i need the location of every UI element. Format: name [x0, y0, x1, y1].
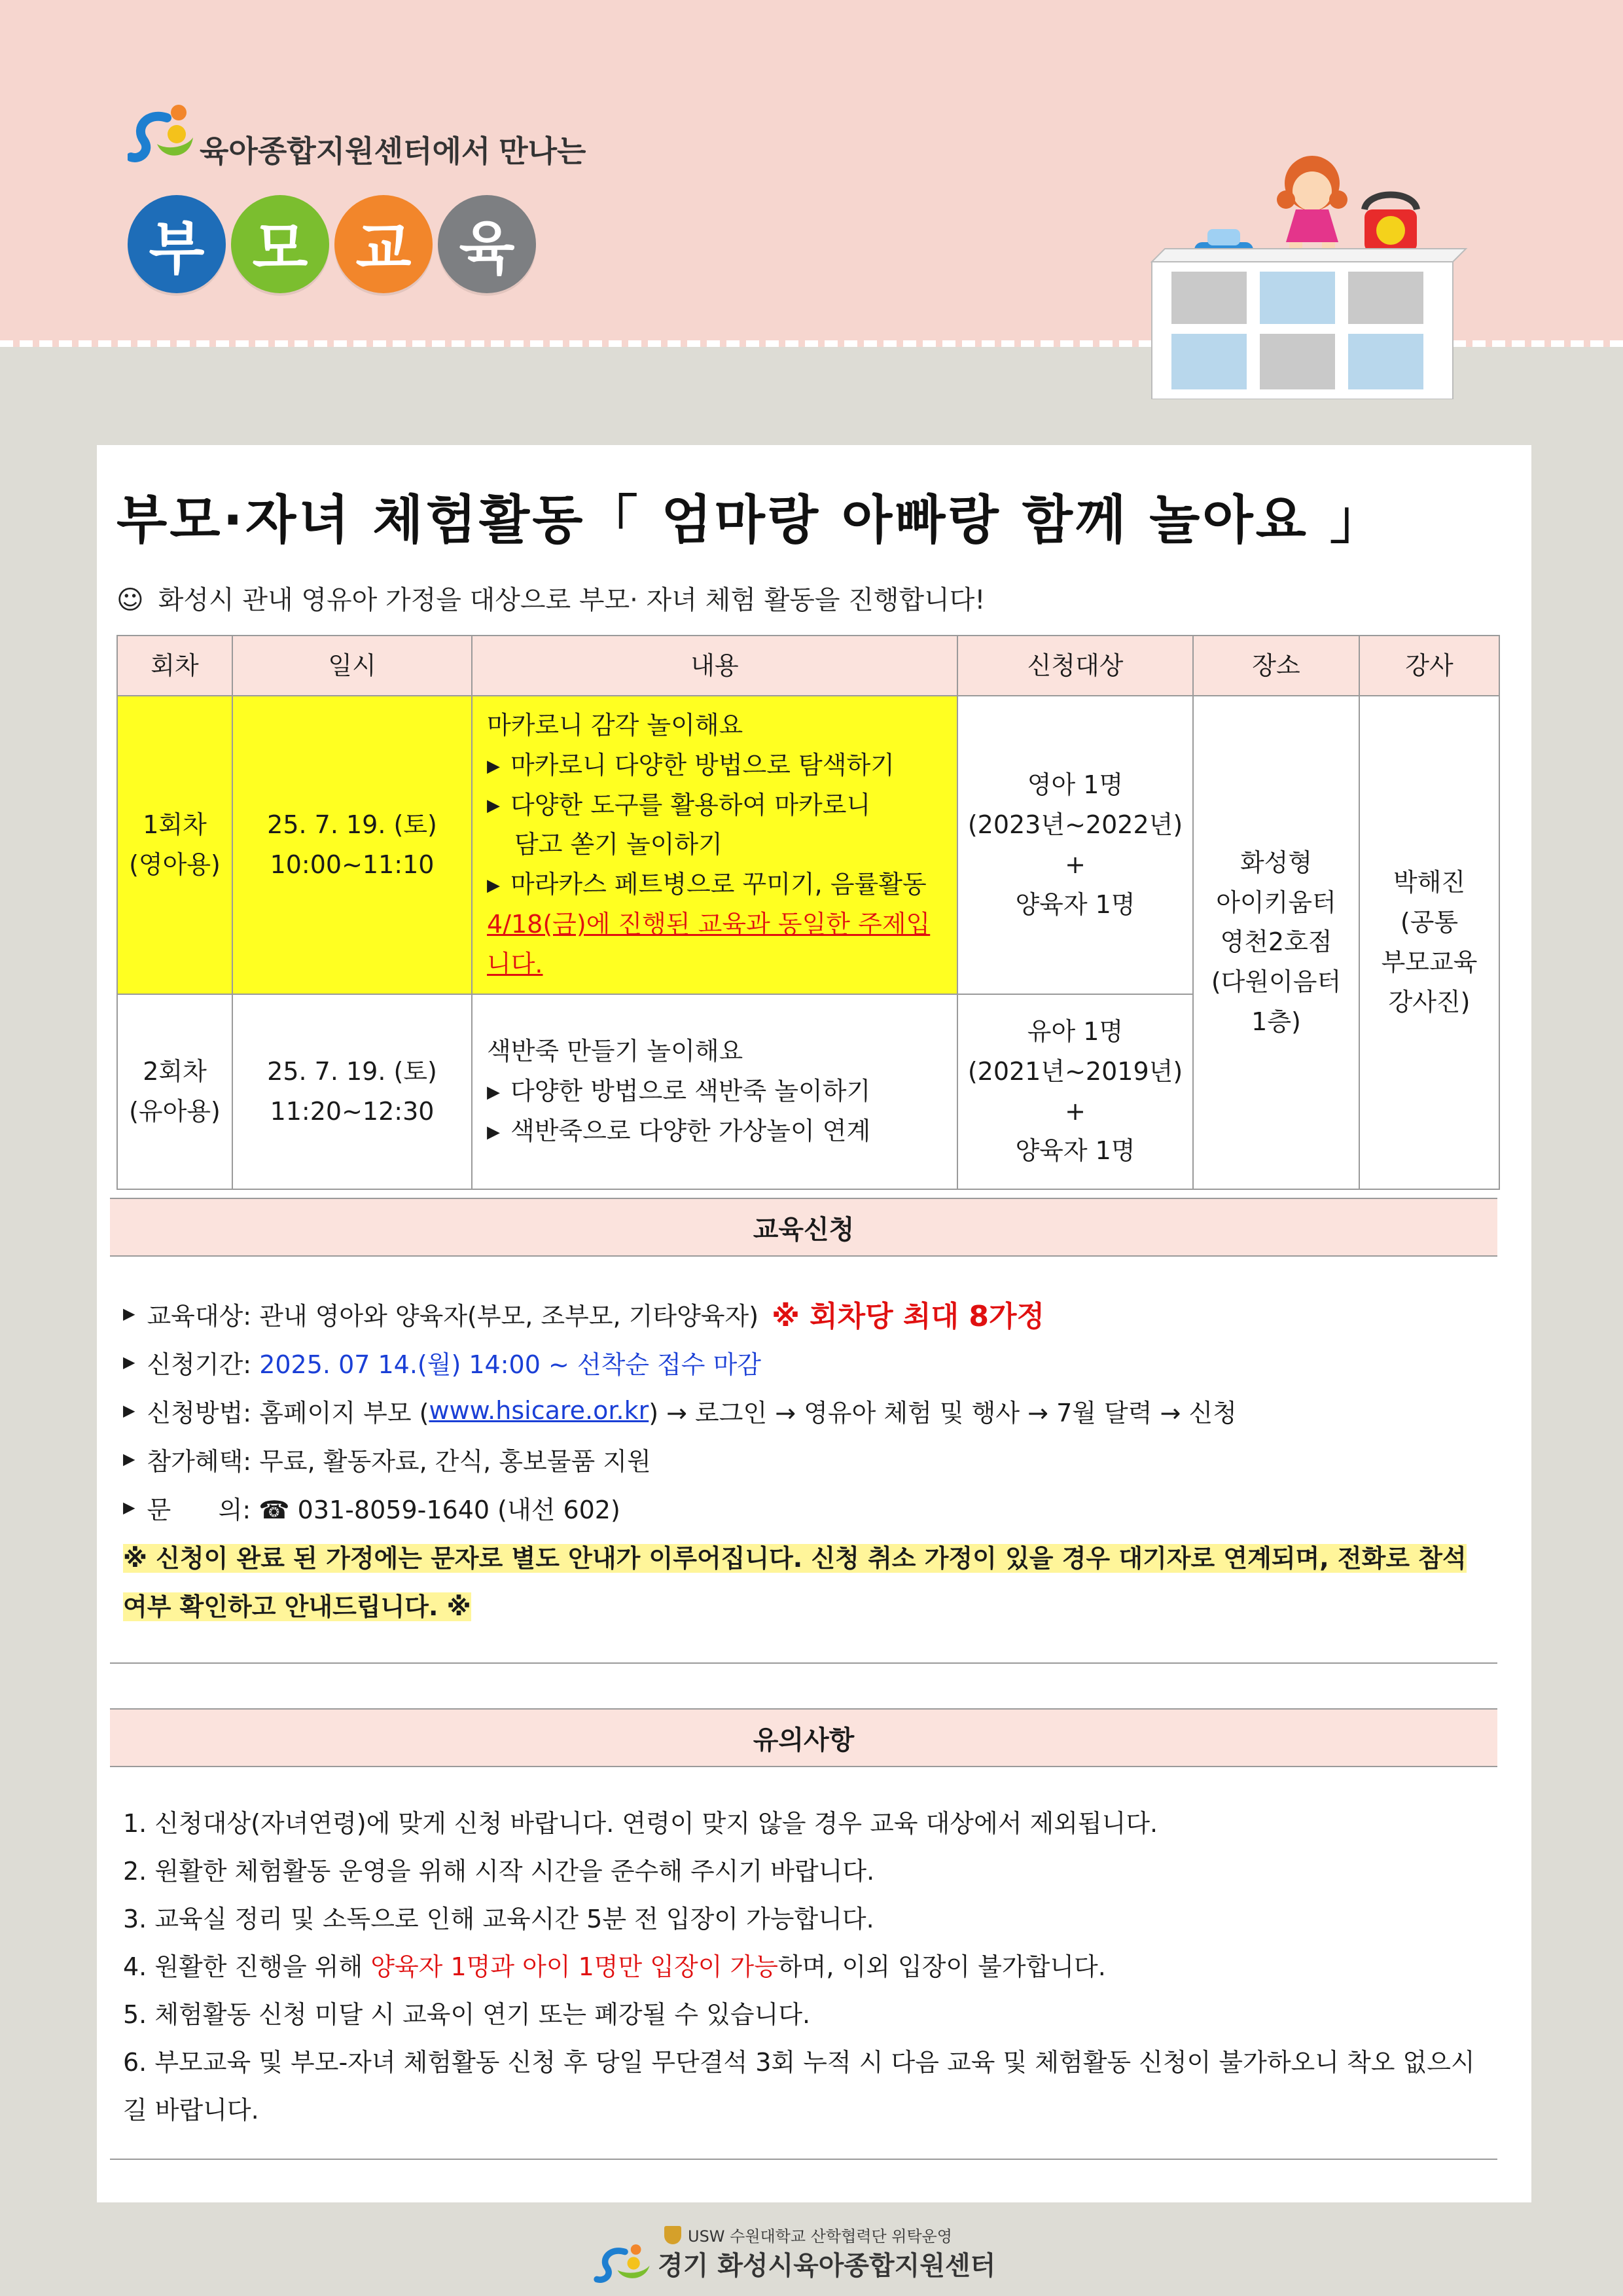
university-shield-icon	[664, 2226, 681, 2244]
application-list	[123, 1289, 1497, 1631]
target-line: +	[1065, 1096, 1086, 1126]
notice-paper	[97, 445, 1531, 2202]
header-content: 내용	[472, 636, 957, 696]
target-line: (2021년~2019년)	[967, 1056, 1183, 1086]
triangle-bullet-icon: ▶	[123, 1304, 135, 1323]
target-line: 양육자 1명	[1015, 889, 1135, 919]
table-row	[117, 696, 1499, 994]
triangle-bullet-icon: ▶	[487, 756, 500, 776]
item-label: 참가혜택:	[147, 1446, 252, 1476]
triangle-bullet-icon: ▶	[123, 1450, 135, 1468]
homepage-link[interactable]: www.hsicare.or.kr	[429, 1396, 649, 1425]
header-place: 장소	[1193, 636, 1359, 696]
time-text: 10:00~11:10	[270, 850, 435, 879]
application-heading: 교육신청	[110, 1198, 1497, 1257]
header-session: 회차	[117, 636, 232, 696]
center-logo-icon	[592, 2240, 658, 2286]
list-item	[123, 1943, 1497, 1991]
item-label: 신청방법:	[147, 1398, 252, 1427]
toy-shelf-illustration	[1139, 137, 1479, 399]
item-value: 홈페이지 부모 (	[259, 1398, 429, 1427]
target-line: 영아 1명	[1027, 770, 1124, 800]
list-item	[123, 1435, 1497, 1483]
datetime-cell	[232, 696, 472, 994]
list-item: 6. 부모교육 및 부모-자녀 체험활동 신청 후 당일 무단결석 3회 누적 시 다음 교육 및 체험활동 신청이 불가하오니 착오 없으시길 바랍니다.	[123, 2048, 1475, 2125]
content-bullet: ▶ 색반죽으로 다양한 가상놀이 연계	[487, 1116, 871, 1145]
target-line: (2023년~2022년)	[967, 810, 1183, 839]
application-notice	[123, 1534, 1497, 1631]
instructor-line: 부모교육	[1381, 947, 1478, 977]
list-item	[123, 1338, 1497, 1386]
content-bullet: ▶ 다양한 방법으로 색반죽 놀이하기	[487, 1077, 871, 1106]
session-label: 1회차	[143, 810, 207, 839]
cautions-list	[123, 1800, 1497, 2134]
item-value: 관내 영아와 양육자(부모, 조부모, 기타양육자)	[259, 1301, 759, 1331]
smiley-icon: ☺	[116, 585, 144, 615]
list-item	[123, 1483, 1497, 1532]
triangle-bullet-icon: ▶	[487, 796, 500, 816]
page-title: 부모·자녀 체험활동「 엄마랑 아빠랑 함께 놀아요 」	[116, 490, 1385, 550]
item-text: 4. 원활한 진행을 위해	[123, 1952, 371, 1981]
badge-group	[128, 195, 541, 293]
content-continuation: 담고 쏟기 놀이하기	[514, 830, 722, 859]
place-line: 화성형	[1240, 848, 1313, 877]
list-item	[123, 1289, 1497, 1338]
item-label: 교육대상:	[147, 1301, 252, 1331]
badge-2: 모	[231, 195, 329, 293]
list-item: 3. 교육실 정리 및 소독으로 인해 교육시간 5분 전 입장이 가능합니다.	[123, 1905, 874, 1933]
target-cell	[957, 696, 1193, 994]
list-item: 1. 신청대상(자녀연령)에 맞게 신청 바랍니다. 연령이 맞지 않을 경우 교육 대상에서 제외됩니다.	[123, 1809, 1158, 1838]
place-line: (다원이음터	[1211, 967, 1342, 997]
session-cell	[117, 696, 232, 994]
content-cell	[472, 994, 957, 1189]
header-instructor: 강사	[1359, 636, 1499, 696]
phone-number: ☎ 031-8059-1640 (내선 602)	[259, 1495, 620, 1524]
schedule-table	[116, 635, 1500, 1190]
item-emphasis: 양육자 1명과 아이 1명만 입장이 가능	[370, 1952, 778, 1981]
badge-1: 부	[128, 195, 226, 293]
item-value: ) → 로그인 → 영유아 체험 및 행사 → 7월 달력 → 신청	[649, 1398, 1237, 1427]
limit-note: ※ 회차당 최대 8가정	[772, 1300, 1044, 1333]
content-bullet: ▶ 마카로니 다양한 방법으로 탐색하기	[487, 750, 895, 780]
content-bullet: ▶ 다양한 도구를 활용하여 마카로니	[487, 790, 871, 819]
content-title: 색반죽 만들기 놀이해요	[487, 1037, 743, 1066]
list-item	[123, 1386, 1497, 1435]
section-divider	[110, 2159, 1497, 2160]
header-datetime: 일시	[232, 636, 472, 696]
item-value: 2025. 07 14.(월) 14:00 ~ 선착순 접수 마감	[259, 1350, 761, 1379]
session-type: (영아용)	[129, 850, 221, 879]
intro-text: 화성시 관내 영유아 가정을 대상으로 부모· 자녀 체험 활동을 진행합니다!	[158, 585, 986, 615]
list-item: 5. 체험활동 신청 미달 시 교육이 연기 또는 폐강될 수 있습니다.	[123, 2000, 811, 2029]
triangle-bullet-icon: ▶	[487, 875, 500, 895]
session-label: 2회차	[143, 1056, 207, 1086]
header-target: 신청대상	[957, 636, 1193, 696]
item-text: 하며, 이외 입장이 불가합니다.	[777, 1952, 1106, 1981]
instructor-cell	[1359, 696, 1499, 1189]
triangle-bullet-icon: ▶	[123, 1401, 135, 1420]
triangle-bullet-icon: ▶	[487, 1122, 500, 1142]
notice-text: ※ 신청이 완료 된 가정에는 문자로 별도 안내가 이루어집니다. 신청 취소 가정이 있을 경우 대기자로 연계되며, 전화로 참석 여부 확인하고 안내드립니다. ※	[123, 1544, 1467, 1621]
content-note: 4/18(금)에 진행된 교육과 동일한 주제입니다.	[487, 909, 931, 978]
place-line: 영천2호점	[1220, 927, 1332, 957]
list-item: 2. 원활한 체험활동 운영을 위해 시작 시간을 준수해 주시기 바랍니다.	[123, 1857, 875, 1886]
content-title: 마카로니 감각 놀이해요	[487, 711, 743, 740]
date-text: 25. 7. 19. (토)	[267, 810, 437, 839]
instructor-line: 강사진)	[1388, 987, 1471, 1016]
place-line: 아이키움터	[1216, 888, 1336, 917]
item-label: 신청기간:	[147, 1350, 252, 1379]
header-subtitle: 육아종합지원센터에서 만나는	[200, 134, 586, 168]
time-text: 11:20~12:30	[270, 1096, 435, 1126]
triangle-bullet-icon: ▶	[123, 1353, 135, 1371]
item-label: 문 의:	[147, 1495, 251, 1524]
place-cell	[1193, 696, 1359, 1189]
footer-operator-text: USW 수원대학교 산학협력단 위탁운영	[688, 2227, 952, 2246]
datetime-cell	[232, 994, 472, 1189]
footer-operator	[664, 2223, 952, 2246]
triangle-bullet-icon: ▶	[487, 1082, 500, 1102]
date-text: 25. 7. 19. (토)	[267, 1056, 437, 1086]
center-logo-icon	[128, 98, 200, 170]
footer-center-name: 경기 화성시육아종합지원센터	[658, 2251, 996, 2281]
item-value: 무료, 활동자료, 간식, 홍보물품 지원	[259, 1446, 651, 1476]
badge-3: 교	[334, 195, 433, 293]
place-line: 1층)	[1251, 1007, 1301, 1036]
content-cell	[472, 696, 957, 994]
intro-line	[116, 579, 985, 617]
section-divider	[110, 1662, 1497, 1664]
target-line: 유아 1명	[1027, 1016, 1124, 1046]
cautions-heading: 유의사항	[110, 1708, 1497, 1767]
target-line: 양육자 1명	[1015, 1136, 1135, 1166]
table-header-row	[117, 636, 1499, 696]
badge-4: 육	[438, 195, 536, 293]
triangle-bullet-icon: ▶	[123, 1498, 135, 1516]
target-line: +	[1065, 850, 1086, 879]
content-bullet: ▶ 마라카스 페트병으로 꾸미기, 음률활동	[487, 870, 927, 899]
session-cell	[117, 994, 232, 1189]
instructor-line: (공통	[1400, 907, 1459, 937]
target-cell	[957, 994, 1193, 1189]
instructor-line: 박해진	[1393, 868, 1466, 897]
session-type: (유아용)	[129, 1096, 221, 1126]
